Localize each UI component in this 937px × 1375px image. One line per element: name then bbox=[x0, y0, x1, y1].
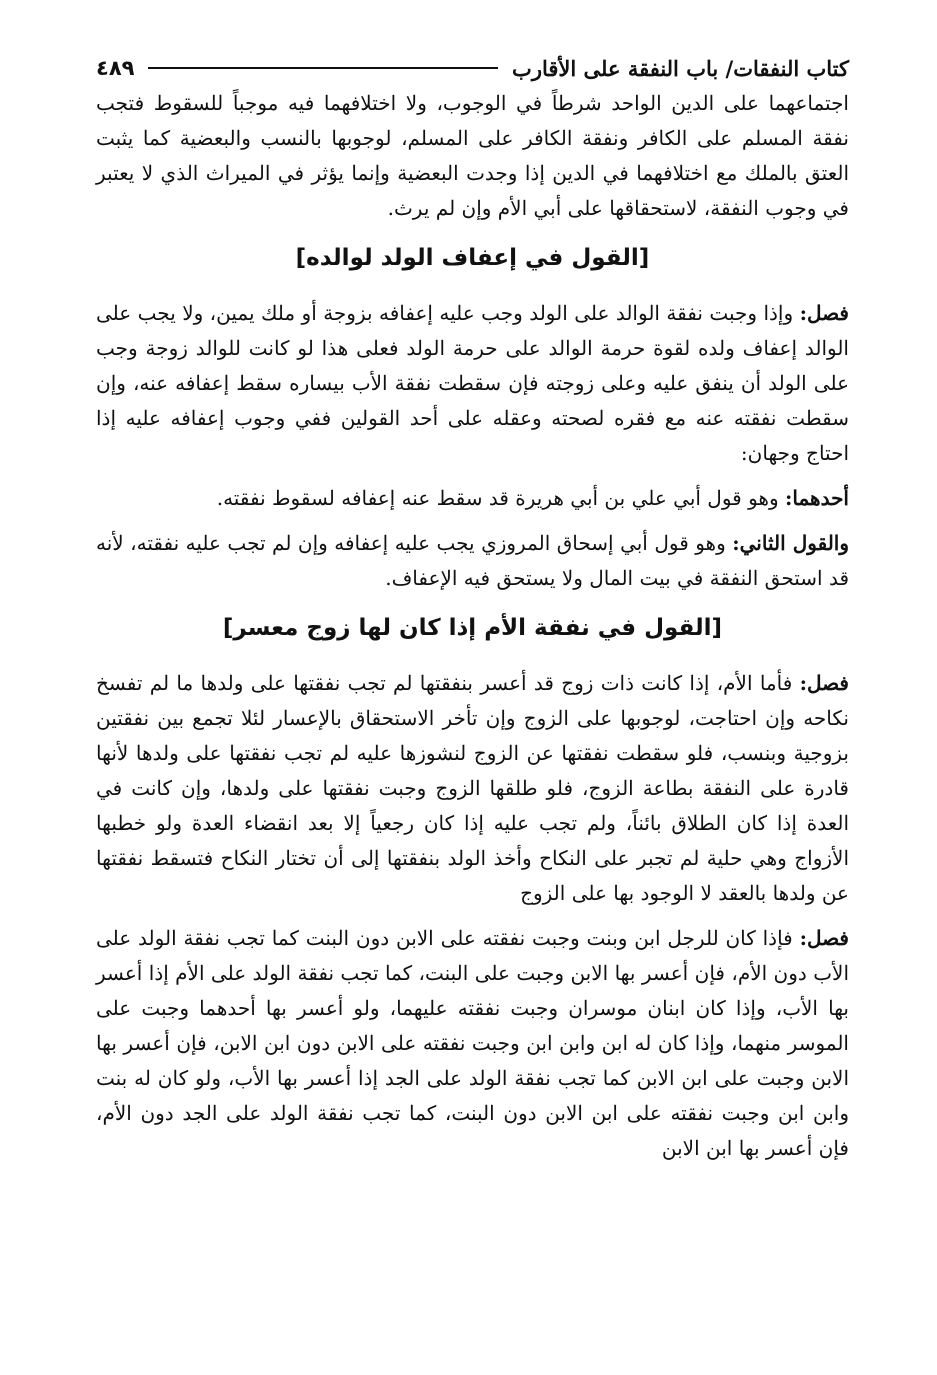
chapter-title: كتاب النفقات/ باب النفقة على الأقارب bbox=[512, 55, 849, 81]
paragraph-text: وهو قول أبي إسحاق المروزي يجب عليه إعفافه وإن لم تجب عليه نفقته، لأنه قد استحق النفقة في بيت المال ولا يستحق فيه الإعفاف. bbox=[96, 531, 849, 590]
paragraph-text: وهو قول أبي علي بن أبي هريرة قد سقط عنه إعفافه لسقوط نفقته. bbox=[216, 486, 785, 510]
page-body bbox=[96, 86, 849, 1166]
paragraph-lead: فصل: bbox=[799, 671, 849, 695]
paragraph-lead: فصل: bbox=[799, 301, 849, 325]
header-rule bbox=[148, 67, 498, 69]
section-heading-2: [القول في نفقة الأم إذا كان لها زوج معسر] bbox=[222, 615, 723, 641]
intro-paragraph: اجتماعهما على الدين الواحد شرطاً في الوجوب، ولا اختلافهما فيه موجباً للسقوط فتجب نفقة المسلم على الكافر ونفقة الكافر على المسلم، لوجوبها بالنسب والبعضية كما يثبت العتق بالملك مع اختلافهما في الدين إذا وجدت البعضية وإنما يؤثر في الميراث الذي لا يعتبر في وجوب النفقة، لاستحقاقها على أبي الأم وإن لم يرث. bbox=[96, 91, 849, 220]
section-heading-1: [القول في إعفاف الولد لوالده] bbox=[295, 245, 650, 271]
paragraph-text: وإذا وجبت نفقة الوالد على الولد وجب عليه إعفافه بزوجة أو ملك يمين، ولا يجب على الوالد إعفاف ولده لقوة حرمة الوالد على حرمة الولد فعلى هذا لو كانت للوالد زوجة وجب على الولد أن ينفق عليه وعلى زوجته فإن سقطت نفقة الأب بيساره سقط إعفافه عنه، وإن سقطت نفقته عنه مع فقره لصحته وعقله على أحد القولين ففي وجوب إعفافه عليه إذا احتاج وجهان: bbox=[96, 301, 849, 465]
paragraph bbox=[96, 666, 849, 911]
running-header bbox=[96, 50, 849, 86]
paragraph bbox=[96, 526, 849, 596]
paragraph-lead: فصل: bbox=[799, 926, 849, 950]
paragraph bbox=[96, 921, 849, 1166]
paragraph bbox=[96, 296, 849, 471]
paragraph-lead: والقول الثاني: bbox=[732, 531, 849, 555]
paragraph-lead: أحدهما: bbox=[784, 486, 849, 510]
paragraph-text: فأما الأم، إذا كانت ذات زوج قد أعسر بنفقتها لم تجب نفقتها على ولدها ما لم تفسخ نكاحه وإن احتاجت، لوجوبها على الزوج وإن تأخر الاستحقاق بالإعسار لئلا تجمع بين نفقتين بزوجية وبنسب، فلو سقطت نفقتها عن الزوج لنشوزها عليه لم تجب نفقتها على ولدها لأنها قادرة على النفقة بطاعة الزوج، فلو طلقها الزوج وجبت نفقتها على ولدها، وإن كانت في العدة إذا كان الطلاق بائناً، ولم تجب عليه إذا كان رجعياً إلا بعد انقضاء العدة ولو خطبها الأزواج وهي حلية لم تجبر على النكاح وأخذ الولد بنفقتها إلى أن تختار النكاح فتسقط نفقتها عن ولدها بالعقد لا الوجود بها على الزوج bbox=[96, 671, 849, 905]
paragraph bbox=[96, 481, 849, 516]
page-number: ٤٨٩ bbox=[96, 56, 135, 80]
paragraph-text: فإذا كان للرجل ابن وبنت وجبت نفقته على الابن دون البنت كما تجب نفقة الولد على الأب دون الأم، فإن أعسر بها الابن وجبت على البنت، كما تجب نفقة الولد على الأم إذا أعسر بها الأب، وإذا كان ابنان موسران وجبت نفقته عليهما، ولو أعسر بها أحدهما وجبت على الموسر منهما، وإذا كان له ابن وابن ابن وجبت نفقته على الابن دون ابن الابن، فإن أعسر بها الابن وجبت على ابن الابن كما تجب نفقة الولد على الجد إذا أعسر بها الأب، ولو كان له بنت وابن ابن وجبت نفقته على ابن الابن دون البنت، كما تجب نفقة الولد على الجد دون الأم، فإن أعسر بها ابن الابن bbox=[96, 926, 849, 1160]
